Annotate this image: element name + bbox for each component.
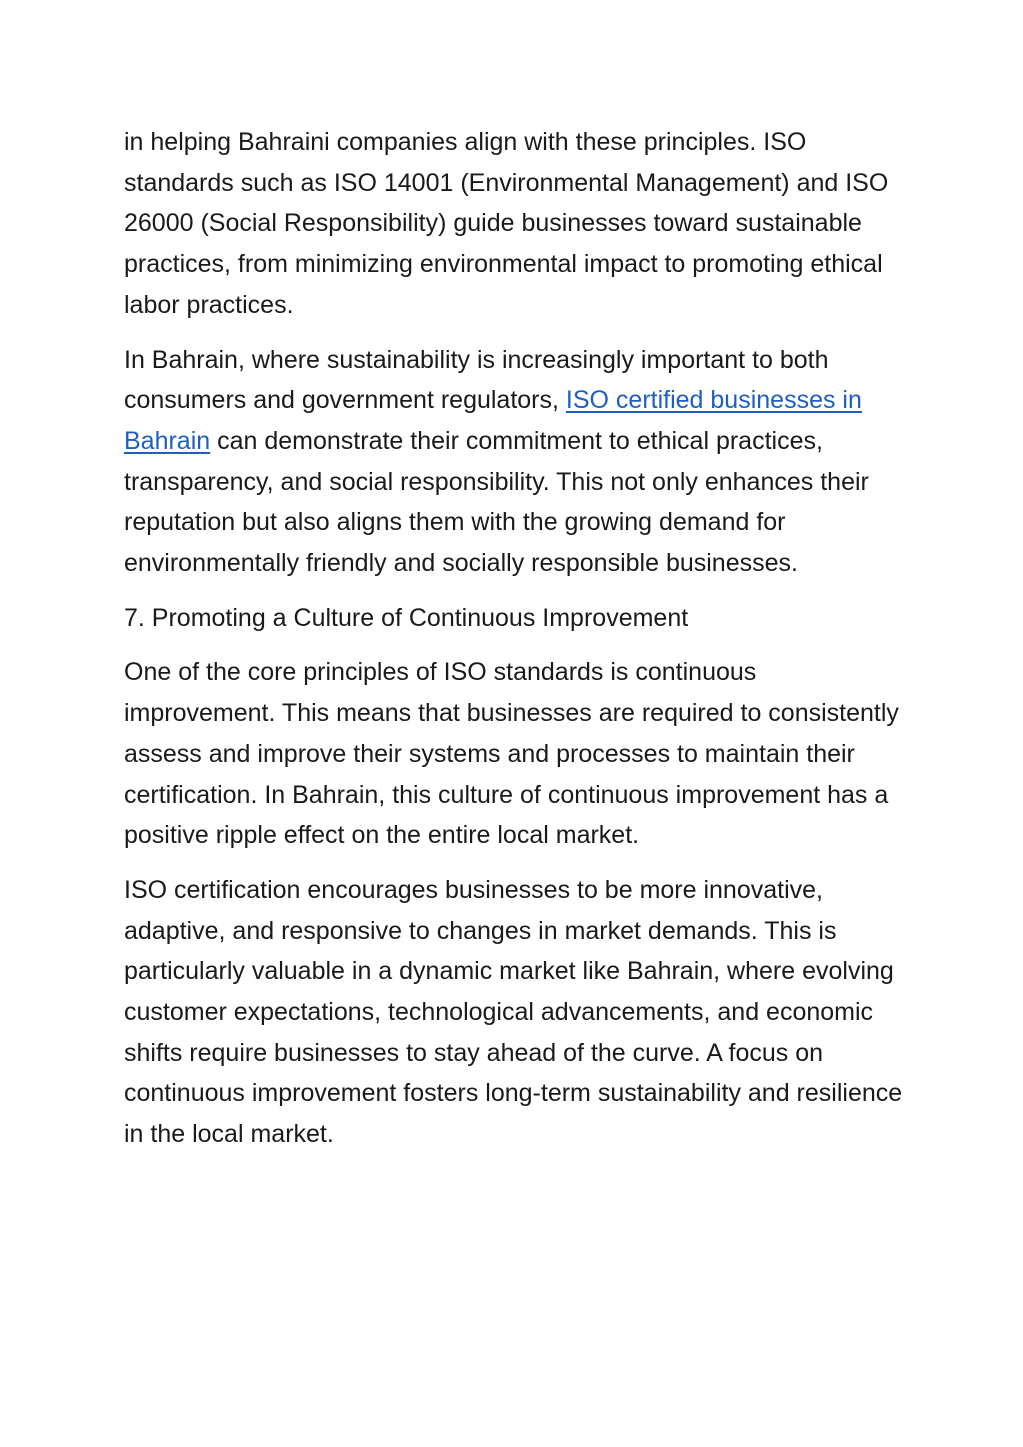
section-heading-continuous-improvement: 7. Promoting a Culture of Continuous Improvement bbox=[124, 603, 689, 632]
paragraph-text-before-link: In Bahrain, where sustainability is increasingly important to both consumers and government regulators, bbox=[124, 345, 829, 415]
paragraph-innovation: ISO certification encourages businesses to be more innovative, adaptive, and responsive to changes in market demands. This is particularly valuable in a dynamic market like Bahrain, where evolving customer expectations, technological advancements, and economic shifts require businesses to stay ahead of the curve. A focus on continuous improvement fosters long-term sustainability and resilience in the local market. bbox=[124, 875, 903, 1149]
paragraph-text-after-link: can demonstrate their commitment to ethical practices, transparency, and social responsibility. This not only enhances their reputation but also aligns them with the growing demand for environmentally friendly and socially responsible businesses. bbox=[124, 426, 869, 578]
iso-certified-businesses-link[interactable]: ISO certified businesses in Bahrain bbox=[124, 386, 862, 455]
paragraph-core-principles: One of the core principles of ISO standards is continuous improvement. This means that businesses are required to consistently assess and improve their systems and processes to maintain their certification. In Bahrain, this culture of continuous improvement has a positive ripple effect on the entire local market. bbox=[124, 658, 899, 850]
paragraph-iso-standards: in helping Bahraini companies align with these principles. ISO standards such as ISO 14001 (Environmental Management) and ISO 26000 (Social Responsibility) guide businesses toward sustainable practices, from minimizing environmental impact to promoting ethical labor practices. bbox=[124, 128, 889, 319]
document-page bbox=[124, 122, 914, 1169]
paragraph-sustainability-bahrain bbox=[124, 340, 914, 584]
